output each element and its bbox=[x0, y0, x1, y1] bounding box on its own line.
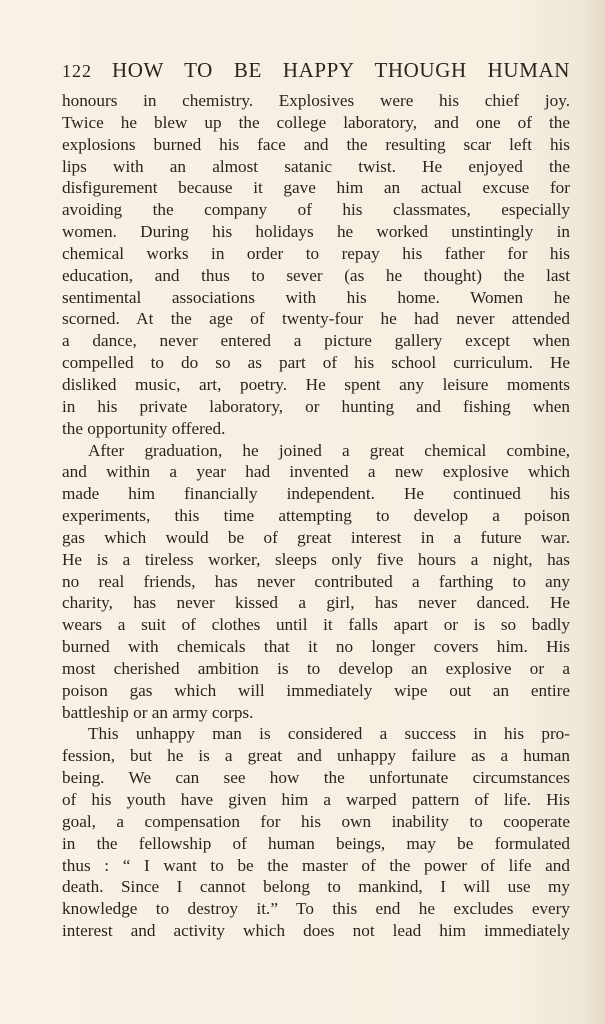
text-line: Twice he blew up the college laboratory, and one of the bbox=[62, 112, 570, 132]
text-line: no real friends, has never contributed a farthing to any bbox=[62, 571, 570, 591]
text-line: After graduation, he joined a great chemical combine, bbox=[88, 440, 570, 460]
text-line: the opportunity offered. bbox=[62, 418, 226, 438]
text-line: goal, a compensation for his own inability to cooperate bbox=[62, 811, 570, 831]
text-line: women. During his holidays he worked unstintingly in bbox=[62, 222, 570, 242]
text-line: sentimental associations with his home. Women he bbox=[62, 287, 570, 307]
text-line: and within a year had invented a new explosive which bbox=[62, 462, 570, 482]
text-line: disfigurement because it gave him an actual excuse for bbox=[62, 178, 570, 198]
text-line: avoiding the company of his classmates, especially bbox=[62, 200, 570, 220]
text-line: scorned. At the age of twenty-four he had never attended bbox=[62, 309, 570, 329]
text-line: of his youth have given him a warped pattern of life. His bbox=[62, 790, 570, 809]
text-line: in his private laboratory, or hunting and fishing when bbox=[62, 396, 570, 416]
text-line: fession, but he is a great and unhappy failure as a human bbox=[62, 746, 570, 766]
text-line: thus : “ I want to be the master of the power of life and bbox=[62, 855, 570, 875]
running-head bbox=[62, 58, 570, 84]
text-line: explosions burned his face and the resulting scar left his bbox=[62, 134, 570, 154]
text-line: interest and activity which does not lead him immediately bbox=[62, 921, 570, 941]
text-line: most cherished ambition is to develop an explosive or a bbox=[62, 658, 570, 678]
text-line: chemical works in order to repay his father for his bbox=[62, 243, 570, 263]
text-line: compelled to do so as part of his school curriculum. He bbox=[62, 353, 570, 373]
text-line: battleship or an army corps. bbox=[62, 702, 254, 722]
text-line: a dance, never entered a picture gallery except when bbox=[62, 331, 570, 351]
text-line: education, and thus to sever (as he thought) the last bbox=[62, 265, 570, 285]
page-number: 122 bbox=[62, 61, 92, 81]
text-line: burned with chemicals that it no longer covers him. His bbox=[62, 637, 570, 657]
text-line: death. Since I cannot belong to mankind, I will use my bbox=[62, 877, 570, 897]
text-line: wears a suit of clothes until it falls apart or is so badly bbox=[62, 615, 570, 635]
text-line: gas which would be of great interest in a future war. bbox=[62, 527, 570, 547]
text-line: charity, has never kissed a girl, has never danced. He bbox=[62, 593, 570, 613]
text-line: He is a tireless worker, sleeps only five hours a night, has bbox=[62, 549, 570, 569]
text-line: honours in chemistry. Explosives were his chief joy. bbox=[62, 91, 570, 110]
text-line: experiments, this time attempting to develop a poison bbox=[62, 506, 570, 526]
text-line: made him financially independent. He continued his bbox=[62, 484, 570, 504]
running-title: HOW TO BE HAPPY THOUGH HUMAN bbox=[112, 58, 570, 82]
text-line: lips with an almost satanic twist. He enjoyed the bbox=[62, 156, 570, 176]
text-line: being. We can see how the unfortunate circumstances bbox=[62, 768, 570, 788]
text-line: This unhappy man is considered a success in his pro- bbox=[88, 724, 570, 744]
text-line: knowledge to destroy it.” To this end he excludes every bbox=[62, 899, 570, 919]
text-line: disliked music, art, poetry. He spent any leisure moments bbox=[62, 374, 570, 394]
text-line: poison gas which will immediately wipe out an entire bbox=[62, 680, 570, 700]
body-text bbox=[62, 90, 570, 942]
text-line: in the fellowship of human beings, may be formulated bbox=[62, 833, 570, 853]
